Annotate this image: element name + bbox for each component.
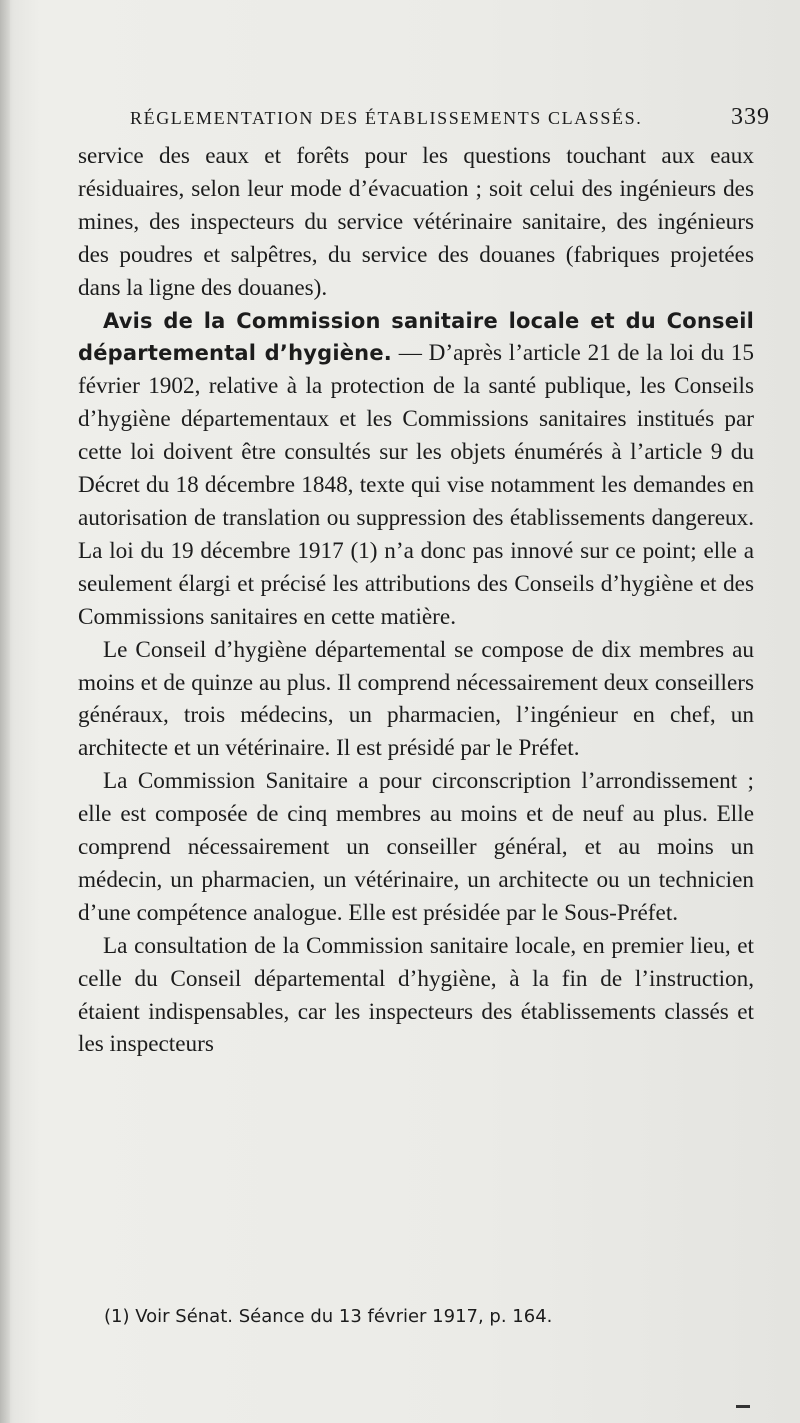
page-body bbox=[78, 140, 754, 1061]
page-header bbox=[130, 104, 770, 131]
running-head: RÉGLEMENTATION DES ÉTABLISSEMENTS CLASSÉS. bbox=[130, 108, 643, 128]
paragraph-avis bbox=[78, 305, 754, 634]
paragraph-conseil: Le Conseil d’hygiène départemental se compose de dix membres au moins et de quinze au plus. Il comprend nécessairement deux conseillers généraux, trois médecins, un pharmacien, l’ingénieur en chef, un architecte et un vétérinaire. Il est présidé par le Préfet. bbox=[78, 636, 754, 762]
paragraph-continuation: service des eaux et forêts pour les questions touchant aux eaux résiduaires, selon leur mode d’évacuation ; soit celui des ingénieurs des mines, des inspecteurs du service vétérinaire sanitaire, des ingénieurs des poudres et salpêtres, du service des douanes (fabriques projetées dans la ligne des douanes). bbox=[78, 143, 754, 301]
paragraph-avis-text: — D’après l’article 21 de la loi du 15 février 1902, relative à la protection de la santé publique, les Conseils d’hygiène départementaux et les Commissions sanitaires institués par cette loi doivent être consultés sur les objets énumérés à l’article 9 du Décret du 18 décembre 1848, texte qui vise notamment les demandes en autorisation de translation ou suppression des établissements dangereux. La loi du 19 décembre 1917 (1) n’a donc pas innové sur ce point; elle a seulement élargi et précisé les attributions des Conseils d’hygiène et des Commissions sanitaires en cette matière. bbox=[78, 340, 754, 630]
section-title: Avis de la Commission sanitaire locale et du Conseil départemental d’hygiène. bbox=[78, 308, 754, 366]
paragraph-consultation: La consultation de la Commission sanitaire locale, en premier lieu, et celle du Conseil départemental d’hygiène, à la fin de l’instruction, étaient indispensables, car les inspecteurs des établissements classés et les inspecteurs bbox=[78, 932, 754, 1058]
page-edge-shadow bbox=[0, 0, 10, 1423]
print-mark bbox=[736, 1405, 750, 1408]
page-number: 339 bbox=[731, 104, 770, 130]
footnote: (1) Voir Sénat. Séance du 13 février 1917, p. 164. bbox=[104, 1306, 553, 1327]
paragraph-commission: La Commission Sanitaire a pour circonscription l’arrondissement ; elle est composée de cinq membres au moins et de neuf au plus. Elle comprend nécessairement un conseiller général, et au moins un médecin, un pharmacien, un vétérinaire, un architecte ou un technicien d’une compétence analogue. Elle est présidée par le Sous-Préfet. bbox=[78, 768, 754, 926]
